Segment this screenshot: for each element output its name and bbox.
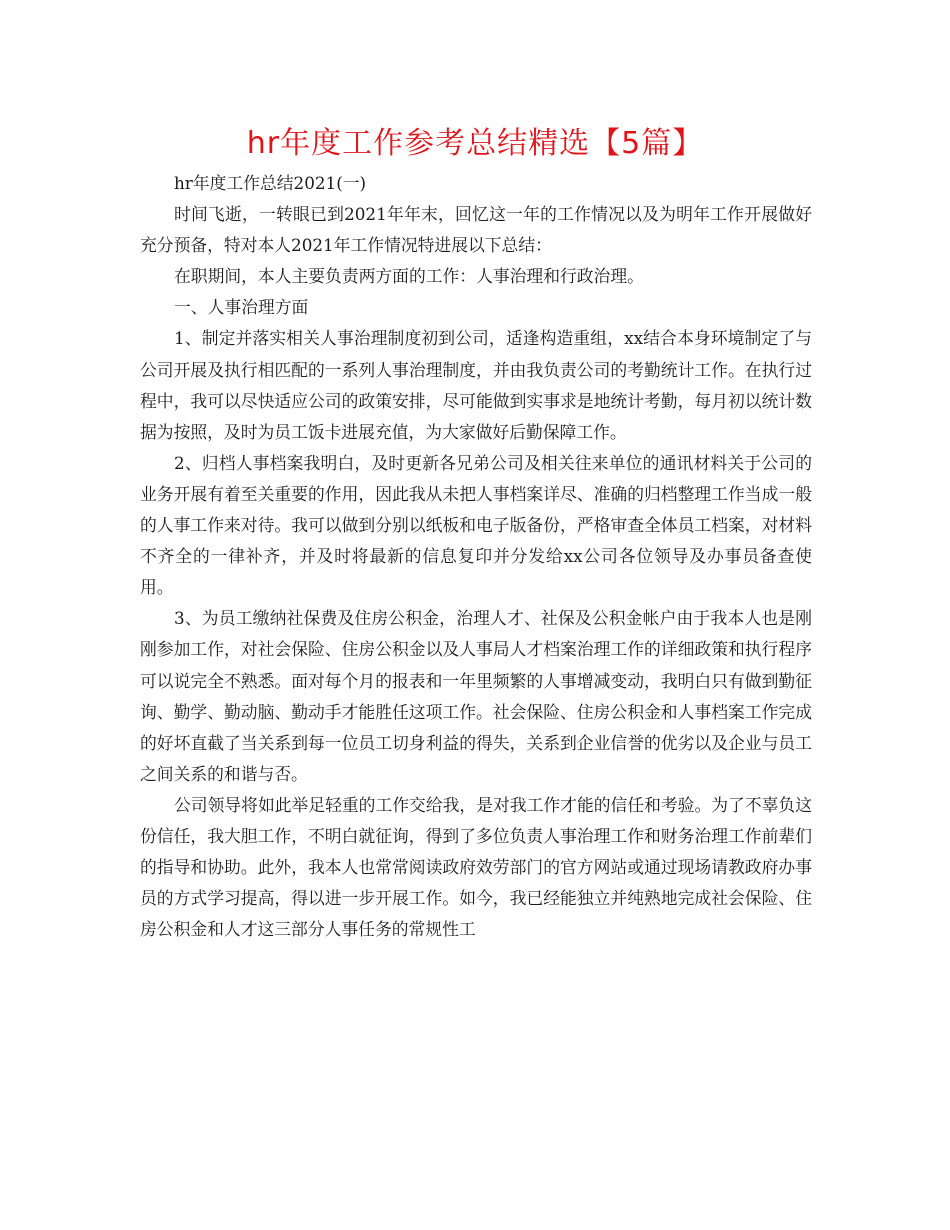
paragraph-responsibilities: 在职期间，本人主要负责两方面的工作：人事治理和行政治理。 [174, 266, 644, 287]
document-body [140, 168, 812, 945]
document-title: hr年度工作参考总结精选【5篇】 [246, 126, 704, 161]
section-heading-2021-summary: hr年度工作总结2021(一) [174, 173, 367, 193]
paragraph-item-1: 1、制定并落实相关人事治理制度初到公司，适逢构造重组，xx结合本身环境制定了与公司开展及执行相匹配的一系列人事治理制度，并由我负责公司的考勤统计工作。在执行过程中，我可以尽快适应公司的政策安排，尽可能做到实事求是地统计考勤，每月初以统计数据为按照，及时为员工饭卡进展充值，为大家做好后勤保障工作。 [140, 328, 812, 442]
paragraph-item-3: 3、为员工缴纳社保费及住房公积金，治理人才、社保及公积金帐户由于我本人也是刚刚参加工作，对社会保险、住房公积金以及人事局人才档案治理工作的详细政策和执行程序可以说完全不熟悉。面对每个月的报表和一年里频繁的人事增减变动，我明白只有做到勤征询、勤学、勤动脑、勤动手才能胜任这项工作。社会保险、住房公积金和人事档案工作完成的好坏直截了当关系到每一位员工切身利益的得失，关系到企业信誉的优劣以及企业与员工之间关系的和谐与否。 [140, 608, 812, 784]
paragraph-intro: 时间飞逝，一转眼已到2021年年末，回忆这一年的工作情况以及为明年工作开展做好充分预备，特对本人2021年工作情况特进展以下总结： [140, 204, 812, 256]
section-heading-hr-management: 一、人事治理方面 [174, 297, 309, 318]
paragraph-leadership-trust: 公司领导将如此举足轻重的工作交给我，是对我工作才能的信任和考验。为了不辜负这份信任，我大胆工作，不明白就征询，得到了多位负责人事治理工作和财务治理工作前辈们的指导和协助。此外，我本人也常常阅读政府效劳部门的官方网站或通过现场请教政府办事员的方式学习提高，得以进一步开展工作。如今，我已经能独立并纯熟地完成社会保险、住房公积金和人才这三部分人事任务的常规性工 [140, 794, 812, 940]
paragraph-item-2: 2、归档人事档案我明白，及时更新各兄弟公司及相关往来单位的通讯材料关于公司的业务开展有着至关重要的作用，因此我从未把人事档案详尽、准确的归档整理工作当成一般的人事工作来对待。我可以做到分别以纸板和电子版备份，严格审查全体员工档案，对材料不齐全的一律补齐，并及时将最新的信息复印并分发给xx公司各位领导及办事员备查使用。 [140, 452, 812, 598]
